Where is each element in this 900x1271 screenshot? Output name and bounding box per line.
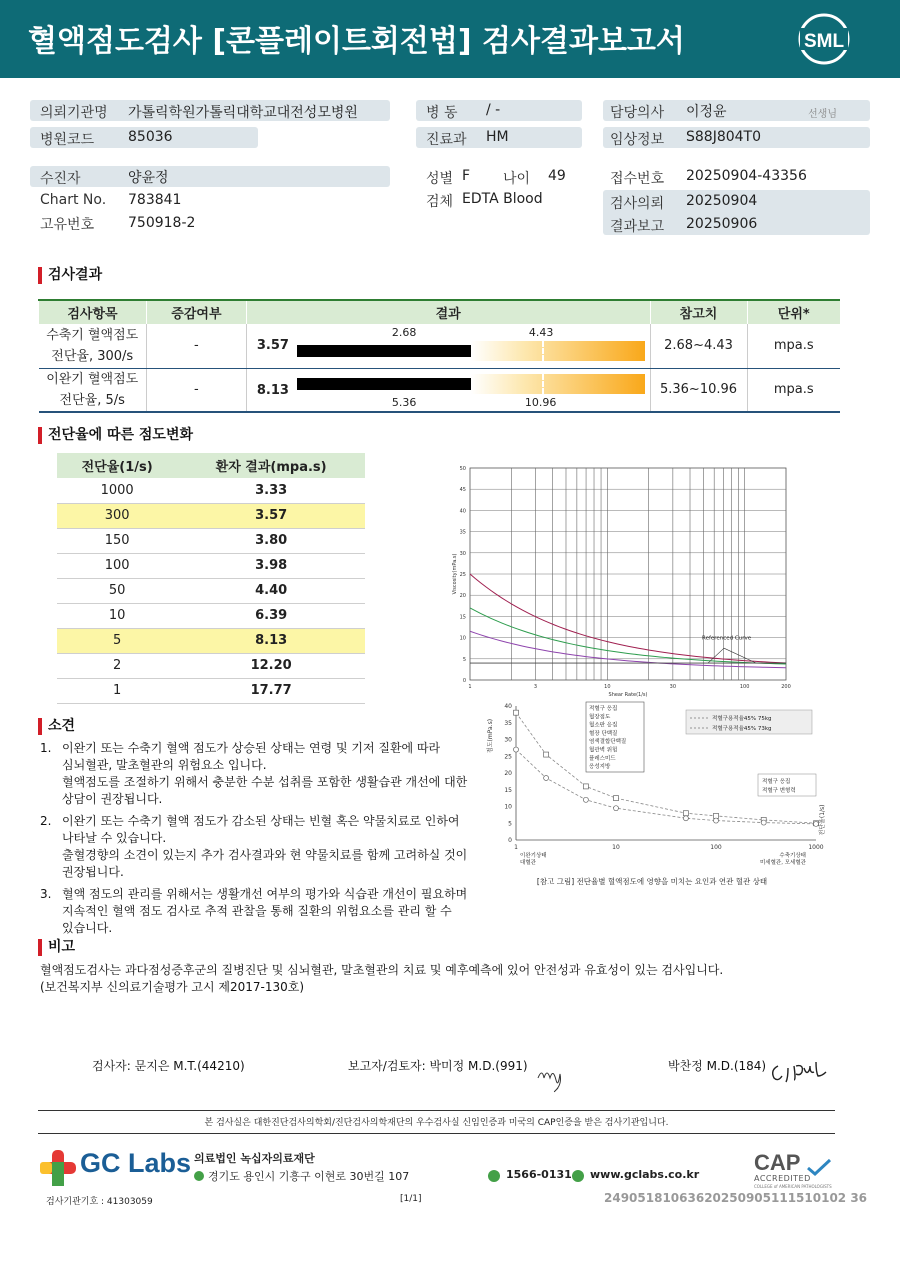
org-phone: 1566-0131	[506, 1168, 572, 1181]
location-icon	[194, 1171, 204, 1181]
sml-logo	[794, 12, 854, 66]
reference-factor-chart	[480, 700, 830, 890]
chart1-xtick-label: 30	[669, 684, 677, 690]
clinical-label: 임상정보	[610, 132, 665, 148]
opinion-line: 심뇌혈관, 말초혈관의 위험요소 입니다.	[62, 758, 267, 772]
ref-high-label: 4.43	[528, 326, 554, 339]
unit: mpa.s	[747, 324, 840, 368]
org-name: 의료법인 녹십자의료재단	[194, 1152, 315, 1165]
request-value: 20250904	[686, 193, 758, 209]
gc-labs-logo: GC Labs	[80, 1148, 192, 1178]
chart1-annotation: Referenced Curve	[702, 635, 752, 642]
table-row	[57, 478, 365, 503]
test-name-line: 전단율, 5/s	[59, 392, 125, 408]
doctor-label: 담당의사	[610, 105, 665, 121]
viscosity-value: 3.33	[177, 478, 365, 503]
request-label: 검사의뢰	[610, 196, 665, 212]
table-row	[57, 603, 365, 628]
shear-rate: 100	[57, 553, 177, 578]
dept-value: HM	[486, 129, 509, 145]
result-gauge-fill	[297, 378, 471, 390]
doctor-value: 이정윤	[686, 104, 727, 120]
chart2-point	[714, 813, 719, 818]
chart2-xtick-label: 1000	[808, 844, 824, 851]
table-row	[39, 368, 841, 412]
chart2-point	[614, 806, 619, 811]
shear-rate: 1	[57, 678, 177, 703]
chart1-ytick-label: 50	[459, 466, 466, 472]
test-name-line: 전단율, 300/s	[51, 348, 134, 364]
chart2-ytick-label: 10	[504, 803, 512, 811]
dept-label: 진료과	[426, 132, 467, 148]
table-row	[39, 324, 841, 368]
flag-cell: -	[146, 368, 246, 412]
sex-value: F	[462, 168, 471, 184]
chart2-legend-label: 적혈구용적율45% 75kg	[712, 716, 772, 722]
chart1-ytick-label: 45	[459, 487, 466, 494]
results-header: 증감여부	[146, 300, 246, 324]
chart1-xtick-label: 10	[604, 684, 611, 690]
reporter-handwritten-signature	[534, 1060, 574, 1090]
table-row	[57, 553, 365, 578]
footer-divider	[38, 1133, 835, 1134]
opinion-line: 출혈경향의 소견이 있는지 추가 검사결과와 현 약물치료를 함께 고려하실 것이	[62, 848, 468, 862]
chart2-point	[583, 797, 588, 802]
result-cell	[246, 368, 650, 412]
chart1-xtick-label: 3	[533, 684, 538, 690]
viscosity-header: 전단율(1/s)	[57, 453, 177, 478]
director-handwritten-signature	[768, 1058, 836, 1084]
specimen-value: EDTA Blood	[462, 191, 543, 207]
chart2-point	[714, 818, 719, 823]
viscosity-value: 3.57	[177, 503, 365, 528]
chart-value: 783841	[128, 192, 182, 208]
test-name	[39, 368, 147, 412]
chart2-point	[761, 820, 766, 825]
opinion-section-title: 소견	[38, 718, 75, 735]
patient-value: 양윤정	[128, 170, 169, 186]
age-label: 나이	[503, 171, 531, 187]
chart2-point	[544, 752, 549, 757]
viscosity-value: 3.80	[177, 528, 365, 553]
opinion-line: 혈액 점도의 관리를 위해서는 생활개선 여부의 평가와 식습관 개선이 필요하며	[62, 887, 468, 901]
chart2-point	[544, 776, 549, 781]
shear-rate: 5	[57, 628, 177, 653]
ward-value: / -	[486, 102, 501, 118]
cap-logo: CAP	[754, 1150, 801, 1175]
inst-value: 가톨릭학원가톨릭대학교대전성모병원	[128, 105, 358, 121]
opinion-line: 이완기 또는 수축기 혈액 점도가 상승된 상태는 연령 및 기저 질환에 따라	[62, 741, 441, 755]
chart2-factor-label: 혈소판 응집	[589, 722, 618, 729]
viscosity-value: 12.20	[177, 653, 365, 678]
chart2-xtick-label: 1	[514, 844, 518, 851]
chart2-xnote-right: 수축기상태	[779, 853, 806, 859]
opinion-line: 지속적인 혈액 점도 검사로 추적 관찰을 통해 질환의 위험요소를 관리 할 수	[62, 904, 452, 918]
chart2-point	[514, 710, 519, 715]
shear-rate: 10	[57, 603, 177, 628]
opinion-line: 나타날 수 있습니다.	[62, 831, 167, 845]
result-gauge	[297, 341, 645, 361]
viscosity-value: 4.40	[177, 578, 365, 603]
viscosity-table	[57, 453, 365, 704]
inst-label: 의뢰기관명	[40, 105, 108, 121]
org-address: 경기도 용인시 기흥구 이현로 30번길 107	[208, 1170, 410, 1183]
patient-label: 수진자	[40, 171, 81, 187]
chart2-ytick-label: 40	[504, 703, 512, 710]
chart2-xnote-left: 이완기상태	[520, 853, 547, 859]
chart2-ytick-label: 15	[504, 786, 512, 794]
chart1-ytick-label: 20	[459, 593, 466, 600]
receipt-label: 접수번호	[610, 171, 665, 187]
viscosity-section-title: 전단율에 따른 점도변화	[38, 427, 193, 444]
cert-statement: 본 검사실은 대한진단검사의학회/진단검사의학재단의 우수검사실 신임인증과 미국의 CAP인증을 받은 검사기관입니다.	[204, 1118, 669, 1128]
patient-field	[30, 166, 390, 187]
chart2-ytick-label: 0	[508, 837, 512, 844]
viscosity-value: 8.13	[177, 628, 365, 653]
report-title: 혈액점도검사 [콘플레이트회전법] 검사결과보고서	[28, 24, 685, 59]
chart1-ytick-label: 35	[459, 529, 466, 536]
uid-label: 고유번호	[40, 217, 95, 233]
chart2-factor-label: 혈장 단백질	[589, 730, 618, 737]
chart2-point	[514, 747, 519, 752]
chart2-ylabel-right: 전단율(1/s)	[819, 804, 826, 836]
tester-signature: 검사자: 문지은 M.T.(44210)	[92, 1059, 245, 1073]
test-name	[39, 324, 147, 368]
footer-divider	[38, 1110, 835, 1111]
ref-range: 5.36~10.96	[650, 368, 747, 412]
chart1-xtick-label: 1	[468, 684, 472, 690]
chart2-legend-label: 적혈구용적율45% 73kg	[712, 726, 772, 732]
result-value: 8.13	[256, 382, 289, 398]
doctor-title: 선생님	[808, 109, 837, 120]
result-gauge	[297, 374, 645, 394]
report-value: 20250906	[686, 216, 758, 232]
web-icon	[572, 1170, 584, 1182]
chart1-ytick-label: 10	[459, 635, 466, 642]
table-row	[57, 628, 365, 653]
opinion-line: 혈액점도를 조절하기 위해서 충분한 수분 섭취를 포함한 생활습관 개선에 대한	[62, 775, 468, 789]
chart1-xtick-label: 200	[781, 684, 791, 690]
chart2-point	[814, 821, 819, 826]
results-header: 검사항목	[39, 300, 147, 324]
shear-rate: 1000	[57, 478, 177, 503]
inst-code: 검사기관기호 : 41303059	[46, 1197, 153, 1207]
age-value: 49	[548, 168, 566, 184]
chart2-ytick-label: 25	[504, 753, 512, 761]
shear-rate: 300	[57, 503, 177, 528]
result-cell	[246, 324, 650, 368]
director-signature: 박찬정 M.D.(184)	[668, 1059, 767, 1073]
remarks-line: 혈액점도검사는 과다점성증후군의 질병진단 및 심뇌혈관, 말초혈관의 치료 및 예후예측에 있어 안전성과 유효성이 있는 검사입니다.	[40, 963, 724, 977]
gc-cross-icon	[38, 1148, 78, 1188]
cap-small: COLLEGE of AMERICAN PATHOLOGISTS	[754, 1184, 832, 1189]
chart1-ytick-label: 0	[462, 678, 466, 684]
ref-range: 2.68~4.43	[650, 324, 747, 368]
chart-label: Chart No.	[40, 192, 107, 208]
page-number: [1/1]	[400, 1194, 422, 1204]
opinion-number: 2.	[40, 814, 52, 828]
ward-label: 병 동	[426, 105, 458, 121]
sex-label: 성별	[426, 171, 454, 187]
result-gauge-fill	[297, 345, 471, 357]
specimen-label: 검체	[426, 194, 454, 210]
sml-logo-text: SML	[803, 31, 845, 52]
chart2-note-label: 적혈구 변형력	[762, 788, 796, 794]
opinion-line: 있습니다.	[62, 921, 113, 935]
results-header: 참고치	[650, 300, 747, 324]
opinion-number: 3.	[40, 887, 52, 901]
chart2-factor-label: 혈관벽 위험	[589, 747, 618, 754]
shear-rate: 2	[57, 653, 177, 678]
viscosity-header: 환자 결과(mpa.s)	[177, 453, 365, 478]
result-value: 3.57	[256, 338, 289, 353]
receipt-value: 20250904-43356	[686, 168, 807, 184]
opinion-line: 권장됩니다.	[62, 865, 124, 879]
chart1-ytick-label: 15	[459, 614, 466, 621]
viscosity-value: 17.77	[177, 678, 365, 703]
results-header: 결과	[246, 300, 650, 324]
chart1-ytick-label: 30	[459, 550, 466, 557]
cap-accredited: ACCREDITED	[754, 1174, 811, 1183]
table-row	[57, 678, 365, 703]
chart2-point	[614, 796, 619, 801]
viscosity-curve-chart	[448, 462, 794, 698]
code-value: 85036	[128, 129, 173, 145]
table-row	[57, 528, 365, 553]
shear-rate: 50	[57, 578, 177, 603]
flag-cell: -	[146, 324, 246, 368]
chart2-factor-label: 플레스미드	[589, 755, 616, 762]
chart2-point	[683, 816, 688, 821]
chart2-ytick-label: 35	[504, 719, 512, 727]
chart2-point	[583, 784, 588, 789]
chart2-factor-label: 혈장점도	[589, 714, 611, 721]
ref-marker	[542, 341, 544, 361]
chart1-ytick-label: 40	[459, 508, 466, 515]
chart2-xnote-left: 대혈관	[520, 860, 536, 866]
ref-marker	[542, 374, 544, 394]
chart2-note-label: 적혈구 응집	[762, 779, 791, 785]
clinical-value: S88J804T0	[686, 129, 762, 145]
results-section-title: 검사결과	[38, 267, 102, 284]
opinion-line: 상담이 권장됩니다.	[62, 792, 163, 806]
shear-rate: 150	[57, 528, 177, 553]
table-row	[57, 578, 365, 603]
report-label: 결과보고	[610, 219, 665, 235]
chart2-caption: [참고 그림] 전단율별 혈액점도에 영향을 미치는 요인과 연관 혈관 상태	[536, 877, 768, 886]
chart1-ytick-label: 5	[462, 656, 466, 663]
viscosity-value: 3.98	[177, 553, 365, 578]
org-web: www.gclabs.co.kr	[590, 1168, 700, 1181]
opinion-number: 1.	[40, 741, 52, 755]
test-name-line: 수축기 혈액점도	[46, 327, 139, 343]
chart2-xnote-right: 미세혈관, 모세혈관	[759, 860, 806, 866]
chart2-ylabel-left: 점도(mPa.s)	[487, 718, 494, 754]
chart2-point	[683, 811, 688, 816]
chart2-ytick-label: 20	[504, 770, 512, 777]
ref-low-label: 5.36	[391, 395, 417, 409]
ref-low-label: 2.68	[391, 326, 417, 339]
chart2-xtick-label: 10	[612, 844, 620, 851]
chart2-factor-label: 적혈구 응집	[589, 706, 618, 712]
results-header: 단위*	[747, 300, 840, 324]
reporter-signature: 보고자/검토자: 박미정 M.D.(991)	[348, 1059, 528, 1073]
chart1-ylabel: Viscosity(mPa.s)	[452, 553, 458, 595]
viscosity-value: 6.39	[177, 603, 365, 628]
results-table	[38, 299, 840, 413]
table-row	[57, 503, 365, 528]
remarks-section-title: 비고	[38, 939, 75, 956]
chart1-xtick-label: 100	[739, 684, 750, 690]
test-name-line: 이완기 혈액점도	[46, 371, 139, 387]
chart2-factor-label: 응성지방	[589, 764, 611, 771]
chart2-ytick-label: 5	[508, 820, 512, 828]
table-row	[57, 653, 365, 678]
ref-high-label: 10.96	[524, 395, 557, 409]
chart2-xtick-label: 100	[710, 844, 722, 851]
chart1-ytick-label: 25	[459, 572, 466, 578]
chart2-factor-label: 염색결합단백질	[589, 739, 627, 746]
code-label: 병원코드	[40, 132, 95, 148]
chart2-ytick-label: 30	[504, 736, 512, 744]
phone-icon	[488, 1170, 500, 1182]
opinion-line: 이완기 또는 수축기 혈액 점도가 감소된 상태는 빈혈 혹은 약물치료로 인하여	[62, 814, 460, 828]
remarks-line: (보건복지부 신의료기술평가 고시 제2017-130호)	[40, 980, 305, 994]
unit: mpa.s	[747, 368, 840, 412]
document-id: 24905181063620250905111510102 36	[604, 1191, 868, 1205]
chart1-xlabel: Shear Rate(1/s)	[608, 692, 648, 698]
uid-value: 750918-2	[128, 215, 196, 231]
